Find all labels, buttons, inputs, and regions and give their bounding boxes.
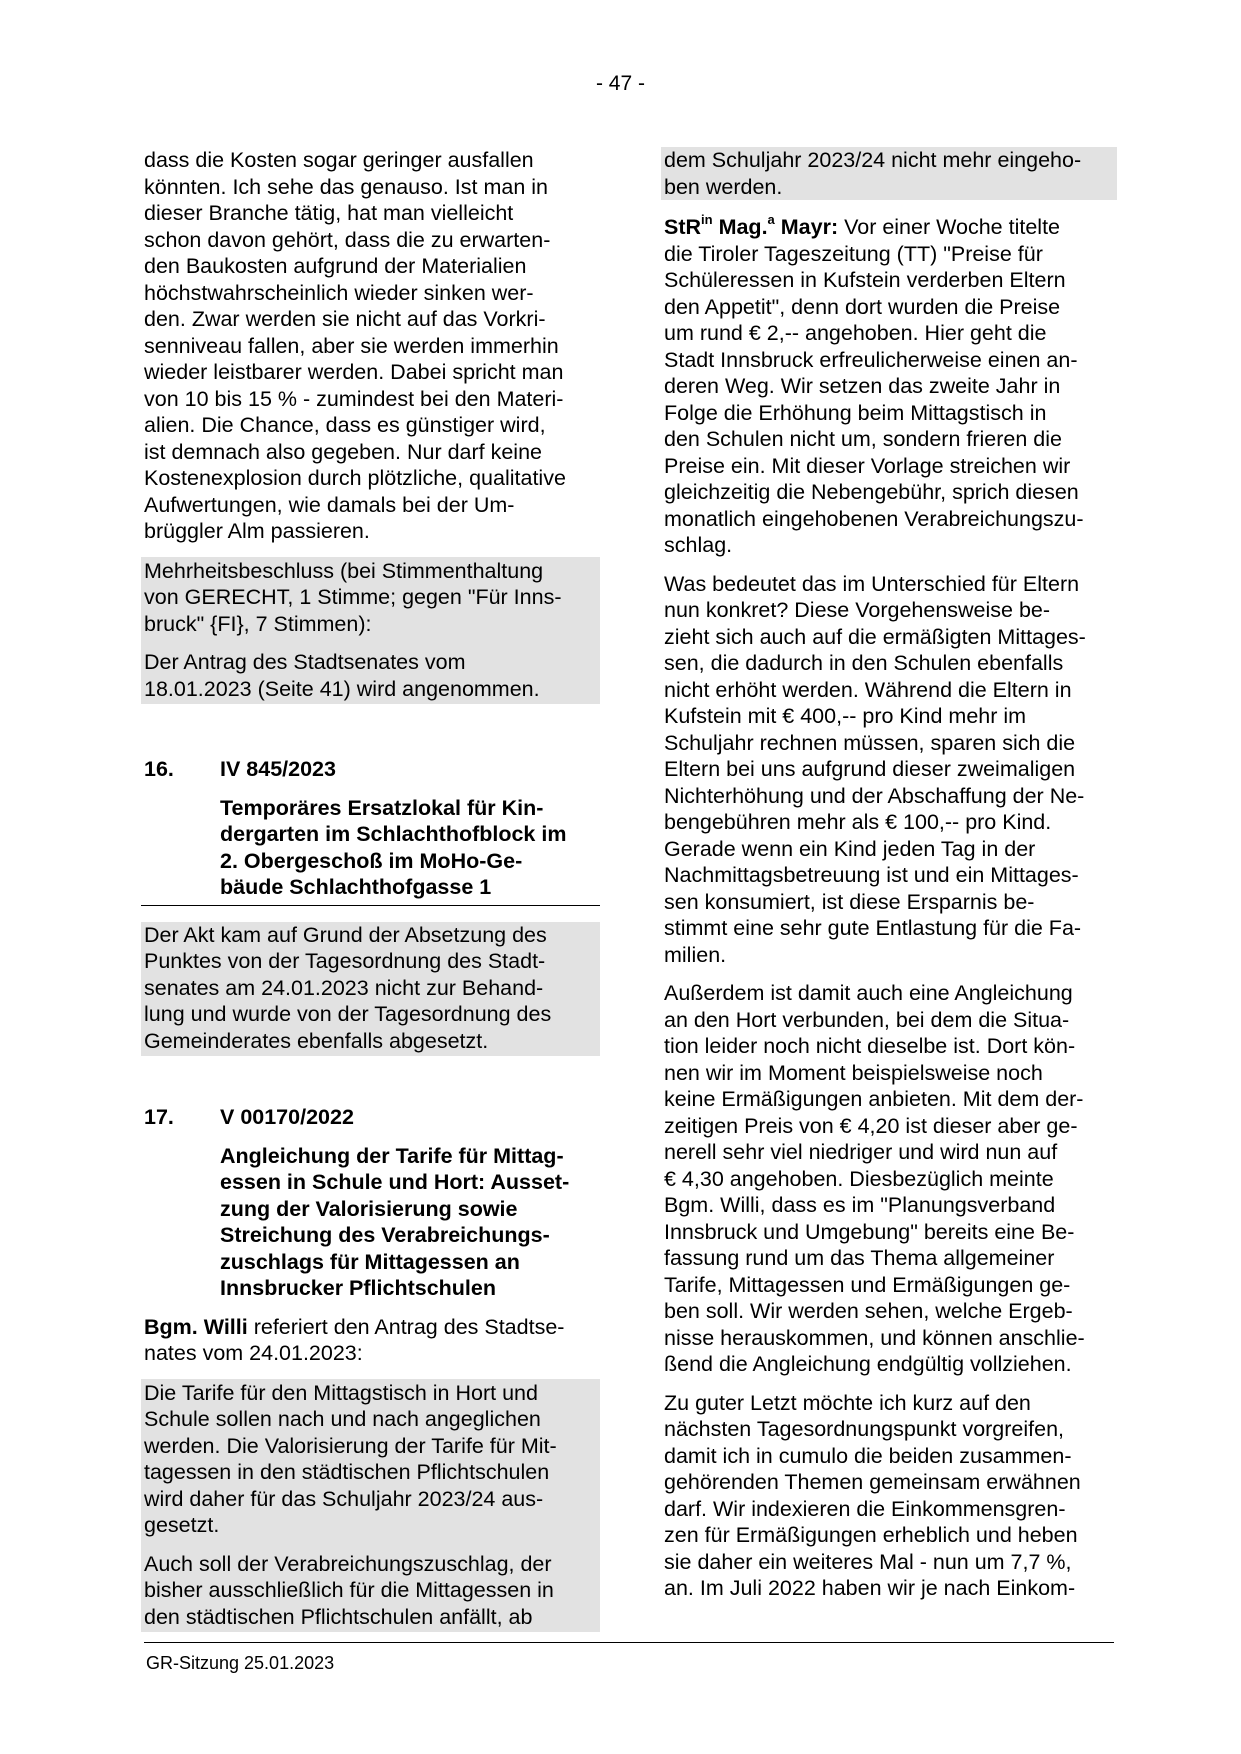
text-line: Auch soll der Verabreichungszuschlag, der xyxy=(144,1551,552,1576)
text-line: wird daher für das Schuljahr 2023/24 aus- xyxy=(144,1486,544,1511)
text-line: deren Weg. Wir setzen das zweite Jahr in xyxy=(664,374,1061,398)
agenda-item-17-title xyxy=(220,1143,597,1306)
motion-paragraph xyxy=(144,1551,597,1633)
text-line: Folge die Erhöhung beim Mittagstisch in xyxy=(664,400,1047,425)
text-line: zen für Ermäßigungen erheblich und heben xyxy=(664,1523,1078,1547)
agenda-item-number: 17. xyxy=(144,1105,174,1129)
text-line: nen wir im Moment beispielsweise noch xyxy=(664,1060,1043,1085)
text-line: von GERECHT, 1 Stimme; gegen "Für Inns- xyxy=(144,585,562,609)
text-line: dem Schuljahr 2023/24 nicht mehr eingeho- xyxy=(664,148,1082,172)
text-line: sie daher ein weiteres Mal - nun um 7,7 %, xyxy=(664,1549,1072,1574)
speech-paragraph xyxy=(664,211,1114,559)
divider xyxy=(141,905,600,906)
text-line: ist demnach also gegeben. Nur darf keine xyxy=(144,439,542,464)
text-line: Zu guter Letzt möchte ich kurz auf den xyxy=(664,1390,1031,1415)
text-line: den. Zwar werden sie nicht auf das Vorkri- xyxy=(144,307,546,331)
text-line: Gerade wenn ein Kind jeden Tag in der xyxy=(664,836,1036,861)
text-line: zeitigen Preis von € 4,20 ist dieser aber ge- xyxy=(664,1113,1078,1138)
text-line: Schule sollen nach und nach angeglichen xyxy=(144,1407,541,1431)
text-line: fassung rund um das Thema allgemeiner xyxy=(664,1246,1055,1270)
text-line: bruck" {FI}, 7 Stimmen): xyxy=(144,611,372,636)
text-line: an. Im Juli 2022 haben wir je nach Einkom- xyxy=(664,1576,1076,1600)
agenda-item-16-note xyxy=(141,922,600,1057)
text-line: dergarten im Schlachthofblock im xyxy=(220,822,567,846)
text-line: Was bedeutet das im Unterschied für Eltern xyxy=(664,571,1080,596)
text-line: Mehrheitsbeschluss (bei Stimmenthaltung xyxy=(144,558,544,583)
text-line: den Baukosten aufgrund der Materialien xyxy=(144,254,527,278)
resolution-box xyxy=(141,557,600,705)
text-line: Außerdem ist damit auch eine Angleichung xyxy=(664,981,1073,1005)
speaker-name: Bgm. Willi xyxy=(144,1314,248,1339)
text-line: ßend die Angleichung endgültig vollziehen. xyxy=(664,1352,1072,1376)
text-line: Innsbrucker Pflichtschulen xyxy=(220,1276,496,1300)
text-line: dass die Kosten sogar geringer ausfallen xyxy=(144,148,534,172)
text-line: bisher ausschließlich für die Mittagessen in xyxy=(144,1578,554,1602)
text-line: Kufstein mit € 400,-- pro Kind mehr im xyxy=(664,704,1027,728)
text-line: ben soll. Wir werden sehen, welche Ergeb- xyxy=(664,1299,1073,1323)
text-line: brüggler Alm passieren. xyxy=(144,519,370,543)
footer-text: GR-Sitzung 25.01.2023 xyxy=(146,1653,335,1673)
text-line: Bgm. Willi, dass es im "Planungsverband xyxy=(664,1193,1056,1217)
speech-paragraph xyxy=(144,147,597,545)
text-line: referiert den Antrag des Stadtse- xyxy=(247,1314,565,1339)
text-line: Punktes von der Tagesordnung des Stadt- xyxy=(144,949,546,973)
text-line: Innsbruck und Umgebung" bereits eine Be- xyxy=(664,1219,1075,1244)
text-line: darf. Wir indexieren die Einkommensgren- xyxy=(664,1496,1066,1521)
text-line: bäude Schlachthofgasse 1 xyxy=(220,875,492,899)
text-line: nisse herauskommen, und können anschlie- xyxy=(664,1325,1085,1350)
text-line: an den Hort verbunden, bei dem die Situa- xyxy=(664,1007,1070,1032)
right-column xyxy=(664,147,1114,1614)
text-line: Der Antrag des Stadtsenates vom xyxy=(144,650,466,674)
text-line: schon davon gehört, dass die zu erwarten- xyxy=(144,227,551,252)
text-line: keine Ermäßigungen anbieten. Mit dem der- xyxy=(664,1087,1084,1111)
text-line: tion leider noch nicht dieselbe ist. Dort kön- xyxy=(664,1034,1076,1058)
text-line: Aufwertungen, wie damals bei der Um- xyxy=(144,492,515,517)
resolution-text xyxy=(144,649,597,704)
text-line: gleichzeitig die Nebengebühr, sprich diesen xyxy=(664,480,1079,504)
agenda-item-17-heading xyxy=(144,1104,597,1131)
text-line: Nichterhöhung und der Abschaffung der Ne- xyxy=(664,783,1085,808)
text-line: Schuljahr rechnen müssen, sparen sich die xyxy=(664,730,1076,755)
text-line: zieht sich auch auf die ermäßigten Mittages- xyxy=(664,624,1086,649)
text-line: nicht erhöht werden. Während die Eltern in xyxy=(664,677,1072,702)
text-line: könnten. Ich sehe das genauso. Ist man in xyxy=(144,174,548,199)
text-line: werden. Die Valorisierung der Tarife für Mit- xyxy=(144,1433,557,1458)
text-line: schlag. xyxy=(664,533,733,557)
text-line: die Tiroler Tageszeitung (TT) "Preise für xyxy=(664,241,1043,266)
agenda-item-17-intro xyxy=(144,1314,597,1367)
agenda-item-code: V 00170/2022 xyxy=(220,1105,354,1129)
text-line: Angleichung der Tarife für Mittag- xyxy=(220,1143,564,1168)
text-line: milien. xyxy=(664,942,727,967)
text-line: stimmt eine sehr gute Entlastung für die Fa- xyxy=(664,916,1082,940)
motion-box xyxy=(141,1379,600,1633)
text-line: Gemeinderates ebenfalls abgesetzt. xyxy=(144,1028,489,1053)
text-line: Der Akt kam auf Grund der Absetzung des xyxy=(144,922,547,947)
page-number: - 47 - xyxy=(595,72,645,95)
speech-paragraph xyxy=(664,571,1114,969)
motion-continuation xyxy=(661,147,1117,200)
motion-paragraph xyxy=(144,1379,597,1539)
speech-paragraph xyxy=(664,1390,1114,1602)
agenda-item-code: IV 845/2023 xyxy=(220,757,336,781)
speaker-name: StR$^{in}$ Mag.$^a$ Mayr: xyxy=(664,211,839,239)
text-line: Vor einer Woche titelte xyxy=(838,215,1060,239)
text-line: monatlich eingehobenen Verabreichungszu- xyxy=(664,506,1084,531)
text-line: senates am 24.01.2023 nicht zur Behand- xyxy=(144,975,544,1000)
left-column xyxy=(144,147,597,1632)
agenda-item-number: 16. xyxy=(144,757,174,781)
text-line: den Appetit", denn dort wurden die Preise xyxy=(664,294,1061,319)
speech-paragraph xyxy=(664,980,1114,1378)
text-line: 18.01.2023 (Seite 41) wird angenommen. xyxy=(144,676,540,701)
text-line: € 4,30 angehoben. Diesbezüglich meinte xyxy=(664,1166,1054,1191)
text-line: Eltern bei uns aufgrund dieser zweimaligen xyxy=(664,757,1076,781)
text-line: nun konkret? Diese Vorgehensweise be- xyxy=(664,598,1051,622)
agenda-item-16-title xyxy=(220,795,597,905)
text-line: 2. Obergeschoß im MoHo-Ge- xyxy=(220,848,523,873)
text-line: alien. Die Chance, dass es günstiger wird, xyxy=(144,413,546,437)
text-line: gesetzt. xyxy=(144,1513,220,1537)
text-line: Nachmittagsbetreuung ist und ein Mittages- xyxy=(664,863,1079,887)
text-line: Stadt Innsbruck erfreulicherweise einen an- xyxy=(664,347,1078,372)
text-line: bengebühren mehr als € 100,-- pro Kind. xyxy=(664,810,1052,834)
text-line: dieser Branche tätig, hat man vielleicht xyxy=(144,201,514,225)
text-line: tagessen in den städtischen Pflichtschulen xyxy=(144,1460,550,1484)
agenda-item-16-heading xyxy=(144,756,597,783)
text-line: damit ich in cumulo die beiden zusammen- xyxy=(664,1443,1072,1468)
text-line: ben werden. xyxy=(664,174,783,199)
text-line: lung und wurde von der Tagesordnung des xyxy=(144,1002,552,1026)
text-line: von 10 bis 15 % - zumindest bei den Materi- xyxy=(144,386,564,411)
text-line: sen konsumiert, ist diese Ersparnis be- xyxy=(664,889,1035,914)
text-line: Schüleressen in Kufstein verderben Eltern xyxy=(664,268,1066,292)
text-line: gehörenden Themen gemeinsam erwähnen xyxy=(664,1470,1081,1494)
text-line: wieder leistbarer werden. Dabei spricht man xyxy=(144,360,564,384)
text-line: Streichung des Verabreichungs- xyxy=(220,1223,550,1247)
text-line: Preise ein. Mit dieser Vorlage streichen wir xyxy=(664,453,1071,478)
text-line: Kostenexplosion durch plötzliche, qualitative xyxy=(144,466,566,490)
text-line: Temporäres Ersatzlokal für Kin- xyxy=(220,795,544,820)
text-line: nerell sehr viel niedriger und wird nun auf xyxy=(664,1140,1058,1164)
text-line: höchstwahrscheinlich wieder sinken wer- xyxy=(144,280,534,305)
text-line: senniveau fallen, aber sie werden immerhin xyxy=(144,333,559,358)
text-line: nächsten Tagesordnungspunkt vorgreifen, xyxy=(664,1417,1065,1441)
text-line: den städtischen Pflichtschulen anfällt, ab xyxy=(144,1604,533,1629)
footer-divider xyxy=(144,1642,1114,1643)
text-line: sen, die dadurch in den Schulen ebenfalls xyxy=(664,651,1064,675)
text-line: nates vom 24.01.2023: xyxy=(144,1341,363,1365)
text-line: um rund € 2,-- angehoben. Hier geht die xyxy=(664,321,1047,345)
text-line: Tarife, Mittagessen und Ermäßigungen ge- xyxy=(664,1272,1071,1297)
text-line: zuschlags für Mittagessen an xyxy=(220,1249,520,1274)
text-line: Die Tarife für den Mittagstisch in Hort und xyxy=(144,1380,538,1405)
resolution-vote xyxy=(144,557,597,638)
text-line: essen in Schule und Hort: Ausset- xyxy=(220,1170,570,1194)
text-line: zung der Valorisierung sowie xyxy=(220,1196,518,1221)
text-line: den Schulen nicht um, sondern frieren die xyxy=(664,427,1062,451)
